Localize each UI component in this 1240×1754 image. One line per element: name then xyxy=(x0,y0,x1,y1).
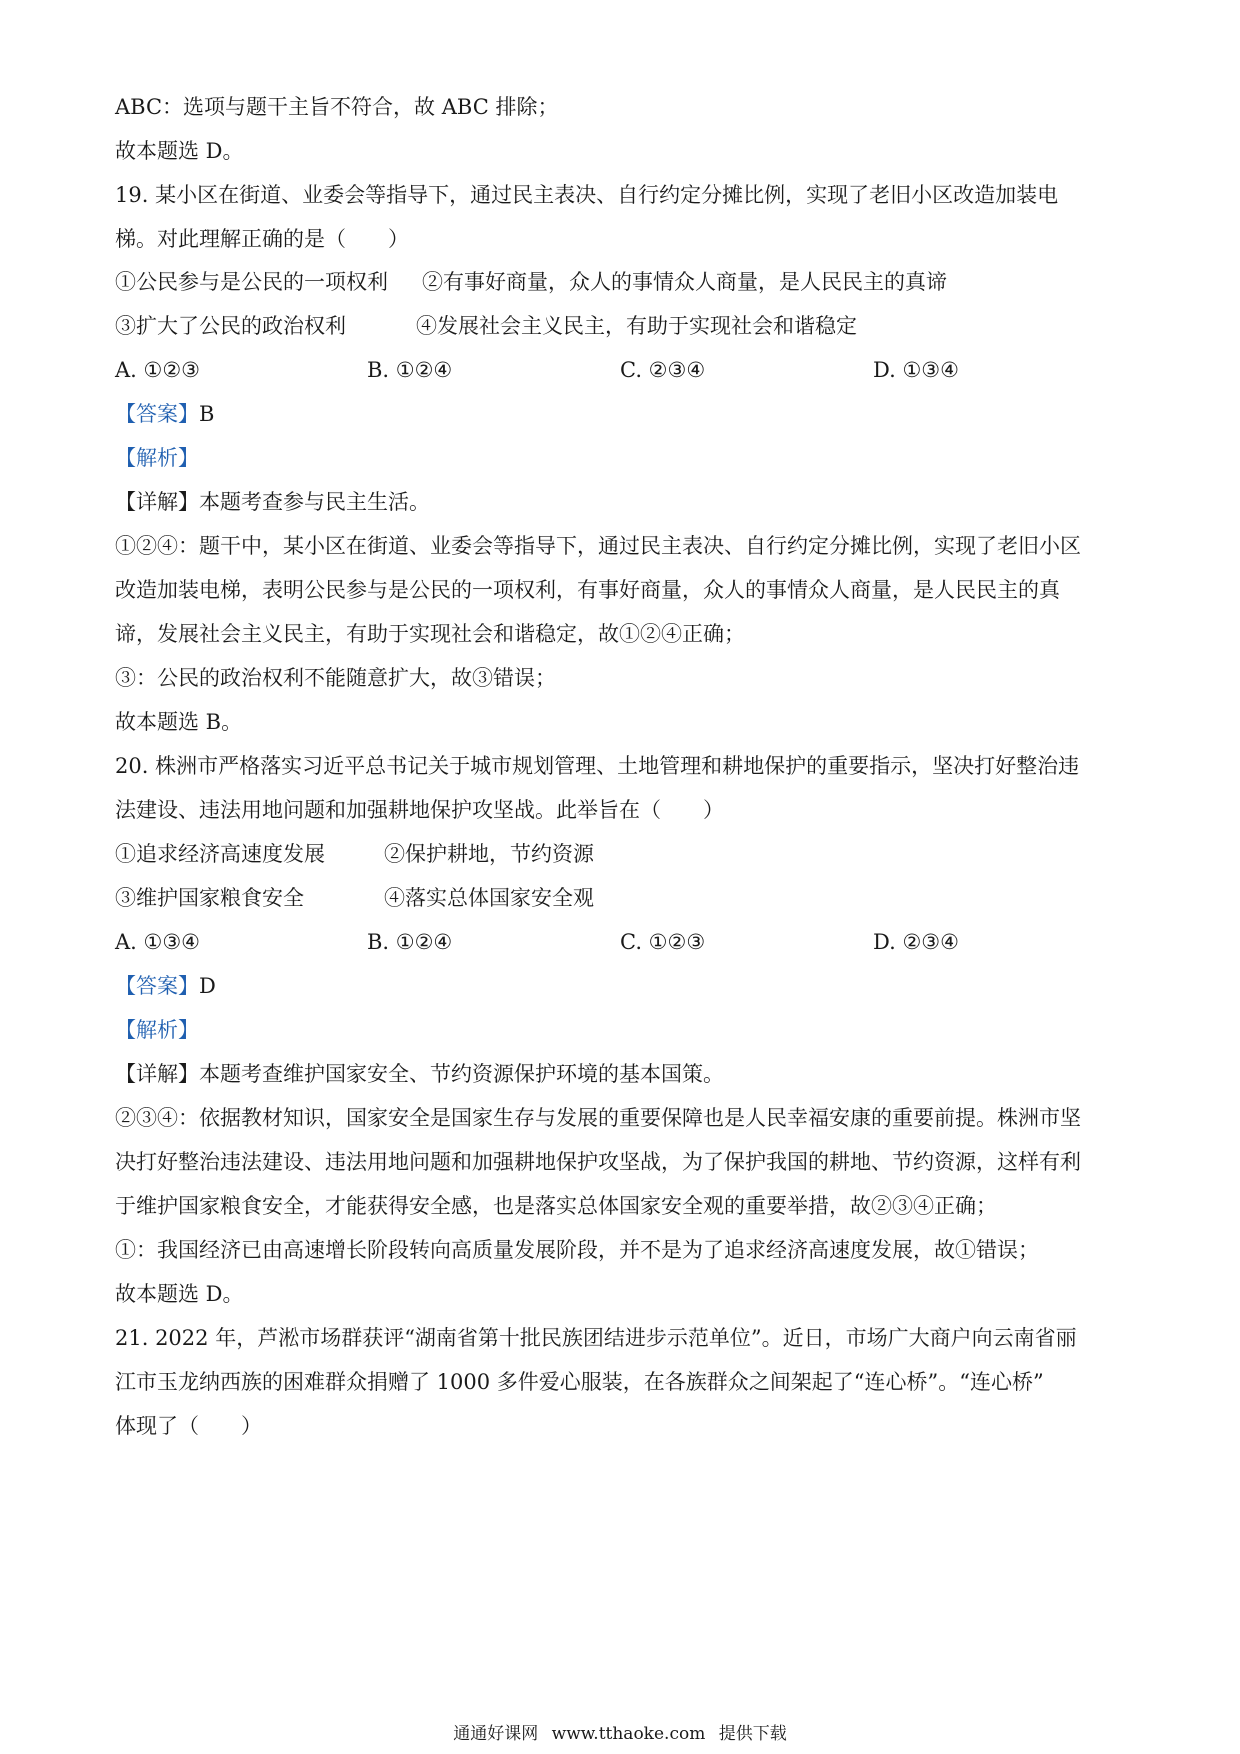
q20-answer xyxy=(115,971,1125,1001)
analysis-tag: 【解析】 xyxy=(115,1018,199,1042)
q21-stem-line-1: 21. 2022 年，芦淞市场群获评“湖南省第十批民族团结进步示范单位”。近日，市场广大商户向云南省丽 xyxy=(115,1326,1077,1350)
q19-statement-3: ③扩大了公民的政治权利 xyxy=(115,314,346,338)
page-footer xyxy=(0,1722,1240,1746)
answer-value: B xyxy=(199,402,215,426)
footer-suffix: 提供下载 xyxy=(718,1724,787,1744)
q20-analysis xyxy=(115,1015,1125,1045)
answer-tag: 【答案】 xyxy=(115,974,199,998)
q19-option-b: B. ①②④ xyxy=(367,358,453,382)
q19-option-c: C. ②③④ xyxy=(620,358,706,382)
q19-answer xyxy=(115,399,1125,429)
q20-detail xyxy=(115,1059,1125,1089)
q19-statement-1: ①公民参与是公民的一项权利 xyxy=(115,270,388,294)
q19-explanation-1: ①②④：题干中，某小区在街道、业委会等指导下，通过民主表决、自行约定分摊比例，实现了老旧小区 xyxy=(115,534,1081,558)
q19-analysis xyxy=(115,443,1125,473)
q19-detail xyxy=(115,487,1125,517)
q21-stem-line-3: 体现了（ ） xyxy=(115,1414,262,1438)
q19-explanation-2: 改造加装电梯，表明公民参与是公民的一项权利，有事好商量，众人的事情众人商量，是人民民主的真 xyxy=(115,578,1060,602)
q19-option-d: D. ①③④ xyxy=(873,358,959,382)
q19-statement-2: ②有事好商量，众人的事情众人商量，是人民民主的真谛 xyxy=(422,270,947,294)
q20-explanation-3: 于维护国家粮食安全，才能获得安全感，也是落实总体国家安全观的重要举措，故②③④正确； xyxy=(115,1194,997,1218)
answer-tag: 【答案】 xyxy=(115,402,199,426)
q20-option-c: C. ①②③ xyxy=(620,930,706,954)
prev-explanation-line: ABC：选项与题干主旨不符合，故 ABC 排除； xyxy=(115,95,559,119)
footer-site-name: 通通好课网 xyxy=(453,1724,539,1744)
q20-conclusion: 故本题选 D。 xyxy=(115,1282,244,1306)
q20-option-b: B. ①②④ xyxy=(367,930,453,954)
q21-stem-line-2: 江市玉龙纳西族的困难群众捐赠了 1000 多件爱心服装，在各族群众之间架起了“连心桥”。“连心桥” xyxy=(115,1370,1044,1394)
q20-explanation-2: 决打好整治违法建设、违法用地问题和加强耕地保护攻坚战，为了保护我国的耕地、节约资源，这样有利 xyxy=(115,1150,1081,1174)
q20-stem-line-2: 法建设、违法用地问题和加强耕地保护攻坚战。此举旨在（ ） xyxy=(115,798,724,822)
detail-tag: 【详解】 xyxy=(115,490,199,514)
q20-statement-1: ①追求经济高速度发展 xyxy=(115,842,325,866)
q20-statement-3: ③维护国家粮食安全 xyxy=(115,886,304,910)
answer-value: D xyxy=(199,974,216,998)
q20-statement-2: ②保护耕地，节约资源 xyxy=(384,842,594,866)
q19-option-a: A. ①②③ xyxy=(115,358,200,382)
q19-explanation-4: ③：公民的政治权利不能随意扩大，故③错误； xyxy=(115,666,556,690)
q19-stem-line-2: 梯。对此理解正确的是（ ） xyxy=(115,227,409,251)
prev-conclusion: 故本题选 D。 xyxy=(115,139,244,163)
q20-explanation-4: ①：我国经济已由高速增长阶段转向高质量发展阶段，并不是为了追求经济高速度发展，故①错误； xyxy=(115,1238,1039,1262)
q19-conclusion: 故本题选 B。 xyxy=(115,710,243,734)
analysis-tag: 【解析】 xyxy=(115,446,199,470)
q19-stem-line-1: 19. 某小区在街道、业委会等指导下，通过民主表决、自行约定分摊比例，实现了老旧小区改造加装电 xyxy=(115,183,1059,207)
detail-text: 本题考查参与民主生活。 xyxy=(199,490,430,514)
detail-tag: 【详解】 xyxy=(115,1062,199,1086)
q20-statement-4: ④落实总体国家安全观 xyxy=(384,886,594,910)
q19-explanation-3: 谛，发展社会主义民主，有助于实现社会和谐稳定，故①②④正确； xyxy=(115,622,745,646)
q20-stem-line-1: 20. 株洲市严格落实习近平总书记关于城市规划管理、土地管理和耕地保护的重要指示，坚决打好整治违 xyxy=(115,754,1080,778)
detail-text: 本题考查维护国家安全、节约资源保护环境的基本国策。 xyxy=(199,1062,724,1086)
q20-option-d: D. ②③④ xyxy=(873,930,959,954)
q20-option-a: A. ①③④ xyxy=(115,930,200,954)
footer-url[interactable]: www.tthaoke.com xyxy=(551,1724,706,1744)
q20-explanation-1: ②③④：依据教材知识，国家安全是国家生存与发展的重要保障也是人民幸福安康的重要前提。株洲市坚 xyxy=(115,1106,1081,1130)
q19-statement-4: ④发展社会主义民主，有助于实现社会和谐稳定 xyxy=(416,314,857,338)
